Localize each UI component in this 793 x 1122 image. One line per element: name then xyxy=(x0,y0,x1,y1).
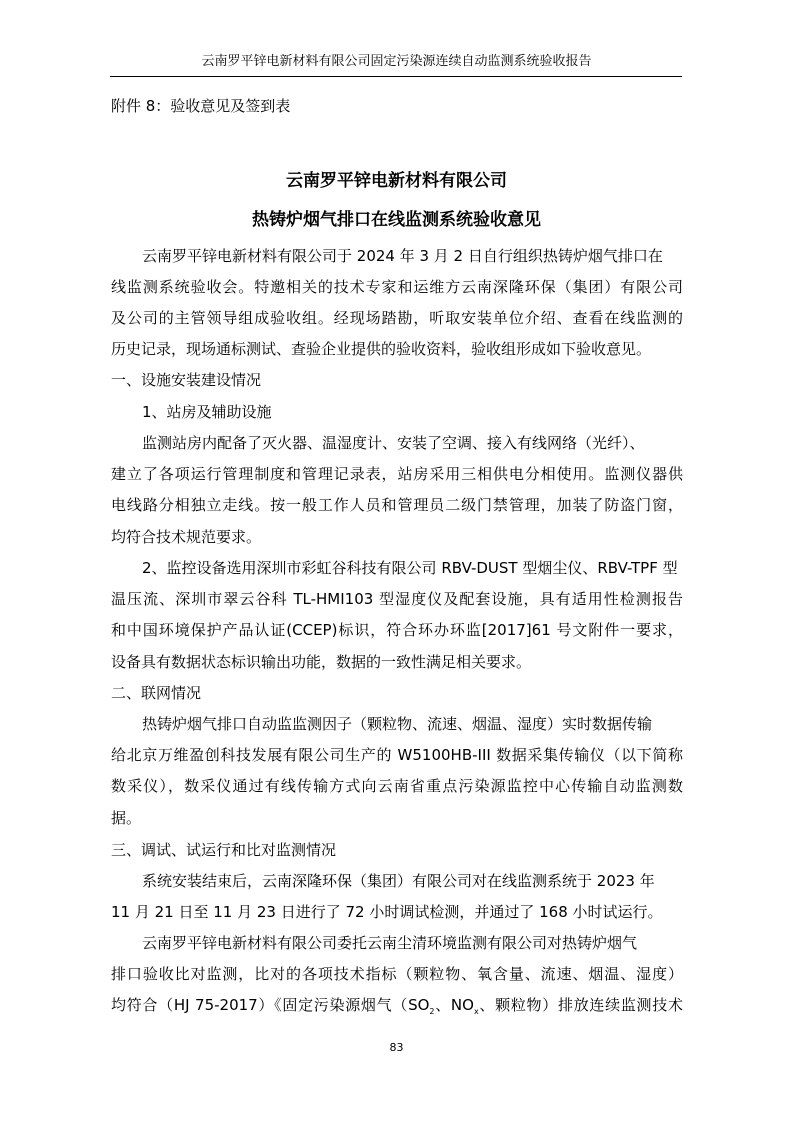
body-line-1: 云南罗平锌电新材料有限公司于 2024 年 3 月 2 日自行组织热铸炉烟气排口在 xyxy=(142,247,663,265)
body-line-25-part-3: 、颗粒物）排放连续监测技术 xyxy=(478,996,683,1014)
body-line-7: 监测站房内配备了灭火器、温湿度计、安装了空调、接入有线网络（光纤）、 xyxy=(142,434,645,452)
body-line-21: 系统安装结束后，云南深隆环保（集团）有限公司对在线监测系统于 2023 年 xyxy=(142,872,655,890)
body-line-24: 排口验收比对监测，比对的各项技术指标（颗粒物、氧含量、流速、烟温、湿度） xyxy=(111,965,683,983)
body-line-25 xyxy=(111,995,683,1022)
body-line-19: 据。 xyxy=(111,809,142,827)
body-line-25-part-1: 均符合（HJ 75-2017）《固定污染源烟气（SO xyxy=(111,996,430,1014)
body-line-16: 热铸炉烟气排口自动监监测因子（颗粒物、流速、烟温、湿度）实时数据传输 xyxy=(142,715,653,733)
body-line-9: 电线路分相独立走线。按一般工作人员和管理员二级门禁管理，加装了防盗门窗， xyxy=(111,496,683,514)
body-line-12: 温压流、深圳市翠云谷科 TL-HMI103 型湿度仪及配套设施，具有适用性检测报告 xyxy=(111,590,683,608)
subsection-heading-1: 1、站房及辅助设施 xyxy=(142,403,272,421)
body-line-2: 线监测系统验收会。特邀相关的技术专家和运维方云南深隆环保（集团）有限公司 xyxy=(111,278,683,296)
company-title: 云南罗平锌电新材料有限公司 xyxy=(286,171,507,191)
body-line-17: 给北京万维盈创科技发展有限公司生产的 W5100HB-III 数据采集传输仪（以下简称 xyxy=(111,746,683,764)
body-line-25-part-2: 、NO xyxy=(434,996,474,1014)
body-line-3: 及公司的主管领导组成验收组。经现场踏勘，听取安装单位介绍、查看在线监测的 xyxy=(111,309,683,327)
nox-subscript: x xyxy=(473,1007,479,1016)
section-heading-2: 二、联网情况 xyxy=(111,684,202,702)
header-divider xyxy=(110,76,682,77)
document-title: 热铸炉烟气排口在线监测系统验收意见 xyxy=(252,210,541,230)
body-line-14: 设备具有数据状态标识输出功能，数据的一致性满足相关要求。 xyxy=(111,653,532,671)
attachment-label: 附件 8：验收意见及签到表 xyxy=(111,97,291,115)
body-line-18: 数采仪），数采仪通过有线传输方式向云南省重点污染源监控中心传输自动监测数 xyxy=(111,777,683,795)
body-line-11: 2、监控设备选用深圳市彩虹谷科技有限公司 RBV-DUST 型烟尘仪、RBV-TPF 型 xyxy=(142,559,678,577)
page-header: 云南罗平锌电新材料有限公司固定污染源连续自动监测系统验收报告 xyxy=(201,54,592,69)
body-line-22: 11 月 21 日至 11 月 23 日进行了 72 小时调试检测，并通过了 168 小时试运行。 xyxy=(111,903,663,921)
body-line-10: 均符合技术规范要求。 xyxy=(111,528,262,546)
page-number: 83 xyxy=(389,1041,404,1054)
body-line-4: 历史记录，现场通标测试、查验企业提供的验收资料，验收组形成如下验收意见。 xyxy=(111,340,652,358)
section-heading-3: 三、调试、试运行和比对监测情况 xyxy=(111,841,337,859)
body-line-23: 云南罗平锌电新材料有限公司委托云南尘清环境监测有限公司对热铸炉烟气 xyxy=(142,934,638,952)
body-line-13: 和中国环境保护产品认证(CCEP)标识，符合环办环监[2017]61 号文附件一要求， xyxy=(111,621,683,639)
section-heading-1: 一、设施安装建设情况 xyxy=(111,371,262,389)
so2-subscript: 2 xyxy=(429,1007,435,1016)
body-line-8: 建立了各项运行管理制度和管理记录表，站房采用三相供电分相使用。监测仪器供 xyxy=(111,465,683,483)
